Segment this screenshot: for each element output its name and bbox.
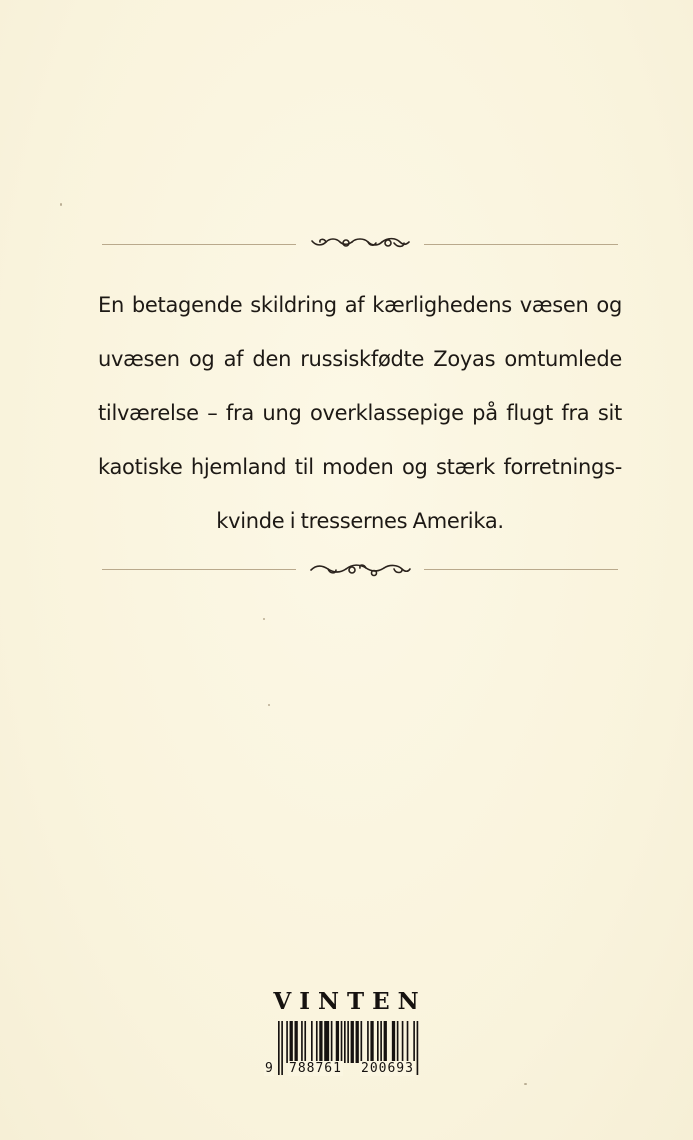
barcode-bar bbox=[356, 1021, 359, 1063]
top-divider bbox=[102, 232, 618, 256]
barcode-bar bbox=[311, 1021, 313, 1063]
barcode-left-group: 788761 bbox=[289, 1061, 342, 1076]
paper-speck bbox=[263, 618, 265, 620]
barcode-bar bbox=[331, 1021, 333, 1063]
divider-rule bbox=[424, 244, 618, 245]
barcode-bar bbox=[336, 1021, 339, 1063]
barcode-bar bbox=[402, 1021, 404, 1063]
barcode-bar bbox=[370, 1021, 373, 1063]
barcode-bar bbox=[384, 1021, 387, 1063]
blurb-line: kaotiske hjemland til moden og stærk forretnings- bbox=[98, 455, 622, 479]
barcode-bar bbox=[344, 1021, 346, 1063]
barcode-bar bbox=[347, 1021, 349, 1063]
barcode-bar bbox=[295, 1021, 298, 1063]
barcode-bar bbox=[290, 1021, 293, 1063]
blurb-text bbox=[98, 278, 622, 548]
barcode-bar bbox=[324, 1021, 329, 1063]
divider-rule bbox=[102, 569, 296, 570]
paper-speck bbox=[524, 1083, 527, 1085]
barcode-bar bbox=[304, 1021, 306, 1063]
blurb-line: En betagende skildring af kærlighedens væsen og bbox=[98, 293, 622, 317]
publisher-name: VINTEN bbox=[273, 988, 427, 1015]
barcode-bar bbox=[367, 1021, 369, 1063]
barcode-first-digit: 9 bbox=[265, 1061, 273, 1076]
barcode-bar bbox=[341, 1021, 343, 1063]
barcode-bar bbox=[380, 1021, 382, 1063]
barcode-bar bbox=[286, 1021, 288, 1063]
bottom-divider bbox=[102, 557, 618, 581]
paper-speck bbox=[268, 704, 270, 706]
isbn-barcode bbox=[265, 1021, 434, 1077]
blurb-line: uvæsen og af den russiskfødte Zoyas omtumlede bbox=[98, 347, 622, 371]
barcode-bar bbox=[377, 1021, 379, 1063]
blurb-line: tilværelse – fra ung overklassepige på flugt fra sit bbox=[98, 401, 622, 425]
barcode-bar bbox=[361, 1021, 363, 1063]
barcode-bar bbox=[407, 1021, 409, 1063]
barcode-digits bbox=[265, 1061, 434, 1077]
barcode-bar bbox=[301, 1021, 303, 1063]
barcode-bar bbox=[392, 1021, 395, 1063]
barcode-bar bbox=[351, 1021, 354, 1063]
blurb-line: kvinde i tressernes Amerika. bbox=[216, 509, 504, 533]
scroll-flourish-icon bbox=[308, 232, 412, 256]
divider-rule bbox=[424, 569, 618, 570]
barcode-bar bbox=[316, 1021, 318, 1063]
divider-rule bbox=[102, 244, 296, 245]
paper-speck bbox=[60, 203, 62, 206]
barcode-bar bbox=[397, 1021, 399, 1063]
barcode-right-group: 200693 bbox=[361, 1061, 414, 1076]
scroll-flourish-icon bbox=[308, 557, 412, 581]
barcode-bar bbox=[319, 1021, 322, 1063]
